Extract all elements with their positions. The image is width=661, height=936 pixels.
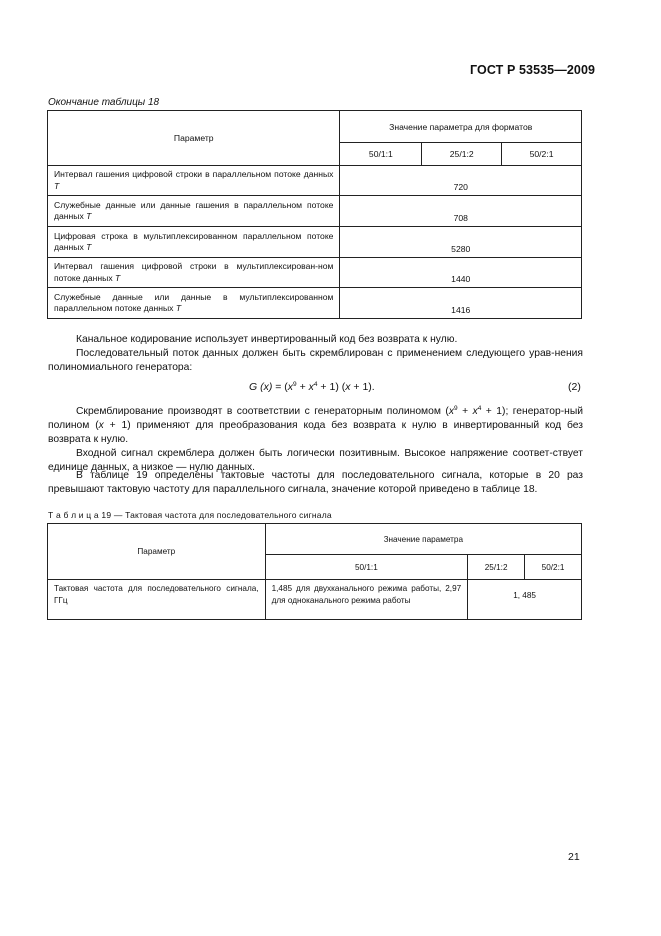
document-header: ГОСТ Р 53535—2009 (470, 63, 596, 77)
t18-row-param: Интервал гашения цифровой строки в мультиплексирован-ном потоке данных T (48, 258, 340, 288)
t19-row-value-2: 1, 485 (468, 580, 582, 620)
paragraph-scrambler-input: Входной сигнал скремблера должен быть логически позитивным. Высокое напряжение соответ-ствует единице данных, а низкое — нулю данных. (48, 448, 583, 473)
t19-header-param: Параметр (48, 524, 266, 580)
t18-header-group: Значение параметра для форматов (340, 111, 582, 143)
formula-number: (2) (568, 381, 581, 393)
t19-row-param: Тактовая частота для последовательного сигнала, ГГц (48, 580, 266, 620)
t18-row-param: Служебные данные или данные в мультиплексированном параллельном потоке данных T (48, 288, 340, 319)
t18-format-2: 25/1:2 (422, 143, 502, 166)
t18-header-param: Параметр (48, 111, 340, 166)
t18-row-param: Служебные данные или данные гашения в параллельном потоке данных T (48, 196, 340, 227)
t18-row-value: 1416 (340, 288, 582, 319)
t18-row-value: 708 (340, 196, 582, 227)
paragraph-scrambling-polynomial: Скремблирование производят в соответствии с генераторным полиномом $(x^9 + x^4 + 1)$; генератор-ный полином (x + 1) применяют для преобразования кода без возврата к нулю в инвертированный код без возврата к нулю. (48, 405, 583, 445)
table18-caption: Окончание таблицы 18 (48, 97, 160, 108)
t19-header-group: Значение параметра (265, 524, 581, 555)
table19-caption: Т а б л и ц а 19 — Тактовая частота для последовательного сигнала (48, 510, 332, 520)
table-row (48, 196, 582, 227)
t18-format-3: 50/2:1 (502, 143, 582, 166)
t19-row-value-1: 1,485 для двухканального режима работы, 2,97 для одноканального режима работы (265, 580, 468, 620)
table-18 (47, 110, 582, 319)
paragraph-channel-coding: Канальное кодирование использует инвертированный код без возврата к нулю. (76, 334, 458, 345)
table-row (48, 288, 582, 319)
t18-row-value: 1440 (340, 258, 582, 288)
t18-row-value: 5280 (340, 227, 582, 258)
formula-expression: G $(x) = (x^9 + x^4 + 1) (x + 1)$. (249, 381, 375, 393)
paragraph-scrambling-intro: Последовательный поток данных должен быть скремблирован с применением следующего урав-нения полиномиального генератора: (48, 348, 583, 373)
t19-format-2: 25/1:2 (468, 555, 525, 580)
table-row (48, 227, 582, 258)
t19-format-1: 50/1:1 (265, 555, 468, 580)
table-row (48, 258, 582, 288)
t18-row-param: Цифровая строка в мультиплексированном параллельном потоке данных T (48, 227, 340, 258)
paragraph-table19-ref: В таблице 19 определены тактовые частоты для последовательного сигнала, которые в 20 раз превышают тактовую частоту для параллельного сигнала, значение которой приведено в таблице 18. (48, 470, 583, 495)
t18-format-1: 50/1:1 (340, 143, 422, 166)
table-row (48, 580, 582, 620)
t19-format-3: 50/2:1 (525, 555, 582, 580)
table-row (48, 166, 582, 196)
t18-row-value: 720 (340, 166, 582, 196)
table-19 (47, 523, 582, 620)
t18-row-param: Интервал гашения цифровой строки в параллельном потоке данных T (48, 166, 340, 196)
page-number: 21 (568, 851, 580, 863)
